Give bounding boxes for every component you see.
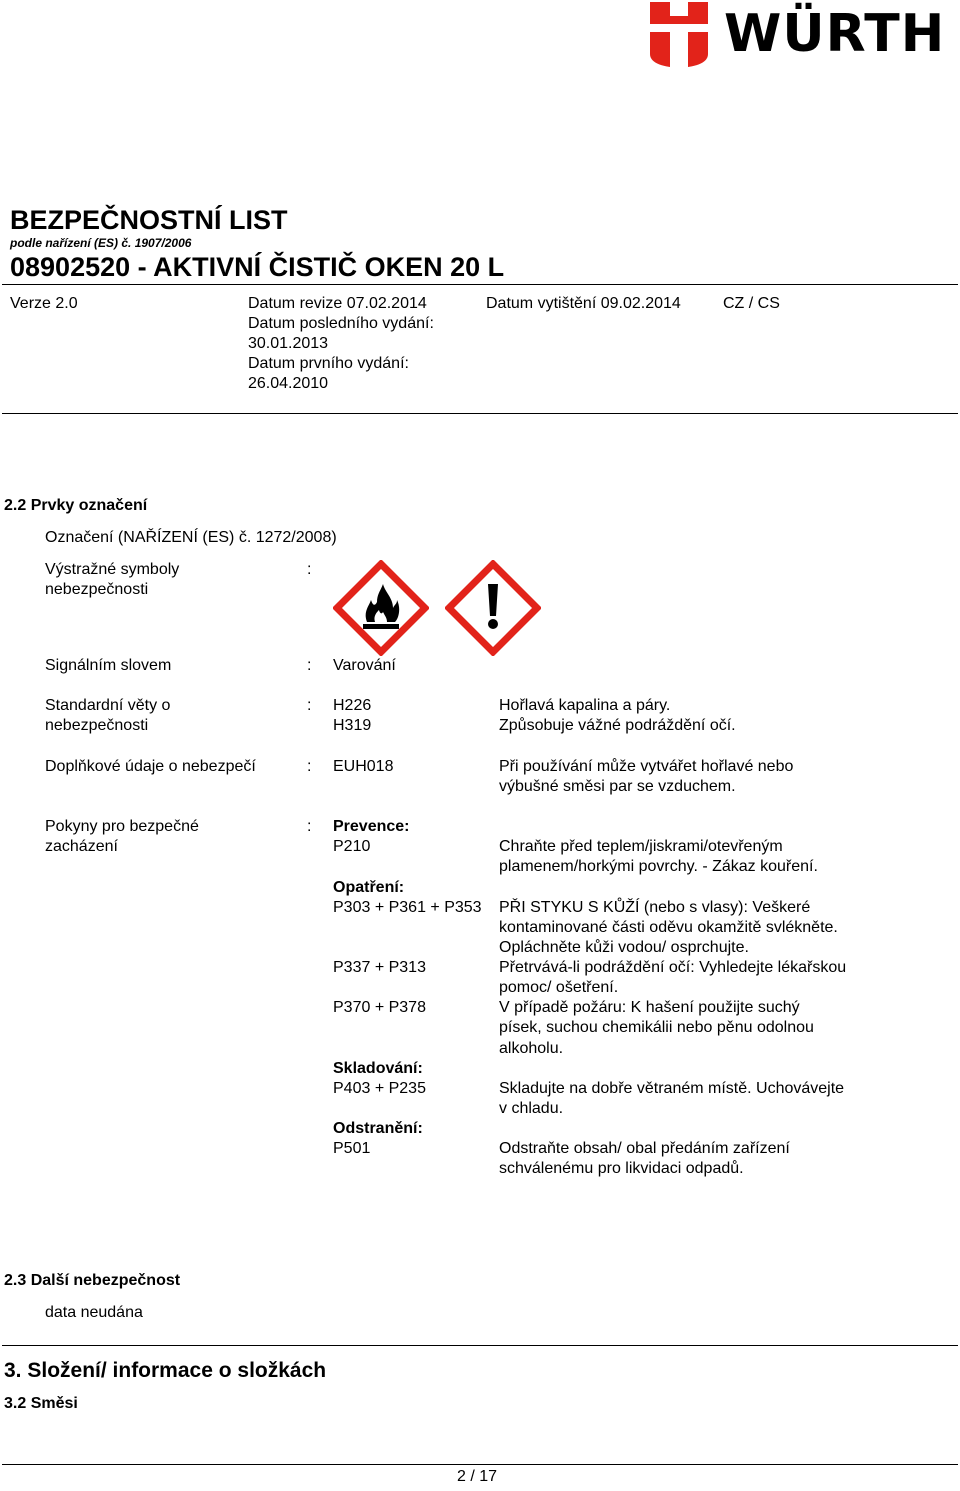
precaution-text-cont: písek, suchou chemikálii nebo pěnu odolnou xyxy=(499,1019,814,1036)
locale: CZ / CS xyxy=(723,295,780,312)
section-2-3-text: data neudána xyxy=(45,1304,143,1321)
precaution-label: Pokyny pro bezpečné xyxy=(45,818,199,835)
hazard-code: H226 xyxy=(333,697,372,714)
header-divider-bottom xyxy=(2,413,958,414)
supplemental-code: EUH018 xyxy=(333,758,394,775)
precaution-code: P303 + P361 + P353 xyxy=(333,899,482,916)
supplemental-text-cont: výbušné směsi par se vzduchem. xyxy=(499,778,736,795)
last-issue-label: Datum posledního vydání: xyxy=(248,315,434,332)
precaution-code: P337 + P313 xyxy=(333,959,426,976)
version: Verze 2.0 xyxy=(10,295,78,312)
precaution-text-cont: alkoholu. xyxy=(499,1040,564,1057)
symbols-label-cont: nebezpečnosti xyxy=(45,581,149,598)
product-title: 08902520 - AKTIVNÍ ČISTIČ OKEN 20 L xyxy=(10,252,505,282)
footer-divider xyxy=(2,1464,958,1465)
colon: : xyxy=(307,758,312,775)
page-number: 2 / 17 xyxy=(457,1468,498,1485)
colon: : xyxy=(307,657,312,674)
hazard-text: Hořlavá kapalina a páry. xyxy=(499,697,671,714)
colon: : xyxy=(307,561,312,578)
precaution-text: Skladujte na dobře větraném místě. Uchovávejte xyxy=(499,1080,845,1097)
flame-pictogram-icon xyxy=(333,560,429,656)
hazard-code: H319 xyxy=(333,717,372,734)
supplemental-label: Doplňkové údaje o nebezpečí xyxy=(45,758,256,775)
wurth-logo xyxy=(648,2,958,68)
prevention-heading: Prevence: xyxy=(333,818,410,835)
signal-word-label: Signálním slovem xyxy=(45,657,172,674)
wurth-logo-text: WÜRTH xyxy=(724,4,946,64)
response-heading: Opatření: xyxy=(333,879,405,896)
precaution-text: Přetrvává-li podráždění očí: Vyhledejte lékařskou xyxy=(499,959,847,976)
hazard-statements-label: Standardní věty o xyxy=(45,697,171,714)
header-divider-top xyxy=(2,284,958,285)
storage-heading: Skladování: xyxy=(333,1060,423,1077)
precaution-text-cont: schválenému pro likvidaci odpadů. xyxy=(499,1160,744,1177)
precaution-text: Chraňte před teplem/jiskrami/otevřeným xyxy=(499,838,783,855)
label-regulation-heading: Označení (NAŘÍZENÍ (ES) č. 1272/2008) xyxy=(45,529,337,546)
colon: : xyxy=(307,697,312,714)
section-3-2-heading: 3.2 Směsi xyxy=(4,1395,78,1412)
section-divider xyxy=(2,1345,958,1346)
precaution-label-cont: zacházení xyxy=(45,838,118,855)
regulation-subtitle: podle nařízení (ES) č. 1907/2006 xyxy=(10,236,192,250)
supplemental-text: Při používání může vytvářet hořlavé nebo xyxy=(499,758,794,775)
precaution-text-cont: v chladu. xyxy=(499,1100,564,1117)
precaution-text-cont: kontaminované části oděvu okamžitě svlékněte. xyxy=(499,919,838,936)
hazard-text: Způsobuje vážné podráždění očí. xyxy=(499,717,736,734)
precaution-code: P501 xyxy=(333,1140,371,1157)
precaution-text-cont: Opláchněte kůži vodou/ osprchujte. xyxy=(499,939,749,956)
precaution-code: P370 + P378 xyxy=(333,999,426,1016)
hazard-statements-label-cont: nebezpečnosti xyxy=(45,717,149,734)
precaution-text-cont: plamenem/horkými povrchy. - Zákaz kouření. xyxy=(499,858,818,875)
exclamation-pictogram-icon xyxy=(445,560,541,656)
precaution-text-cont: pomoc/ ošetření. xyxy=(499,979,619,996)
first-issue-value: 26.04.2010 xyxy=(248,375,329,392)
precaution-code: P210 xyxy=(333,838,371,855)
section-2-3-heading: 2.3 Další nebezpečnost xyxy=(4,1272,181,1289)
precaution-text: PŘI STYKU S KŮŽÍ (nebo s vlasy): Veškeré xyxy=(499,899,811,916)
first-issue-label: Datum prvního vydání: xyxy=(248,355,409,372)
precaution-text: V případě požáru: K hašení použijte suchý xyxy=(499,999,800,1016)
section-3-heading: 3. Složení/ informace o složkách xyxy=(4,1359,327,1382)
document-title: BEZPEČNOSTNÍ LIST xyxy=(10,205,288,235)
print-date: Datum vytištění 09.02.2014 xyxy=(486,295,681,312)
revision-date: Datum revize 07.02.2014 xyxy=(248,295,427,312)
signal-word-value: Varování xyxy=(333,657,396,674)
symbols-label: Výstražné symboly xyxy=(45,561,180,578)
colon: : xyxy=(307,818,312,835)
wurth-logo-mark-icon xyxy=(648,2,710,68)
last-issue-value: 30.01.2013 xyxy=(248,335,329,352)
section-2-2-heading: 2.2 Prvky označení xyxy=(4,497,148,514)
disposal-heading: Odstranění: xyxy=(333,1120,423,1137)
precaution-code: P403 + P235 xyxy=(333,1080,426,1097)
precaution-text: Odstraňte obsah/ obal předáním zařízení xyxy=(499,1140,790,1157)
